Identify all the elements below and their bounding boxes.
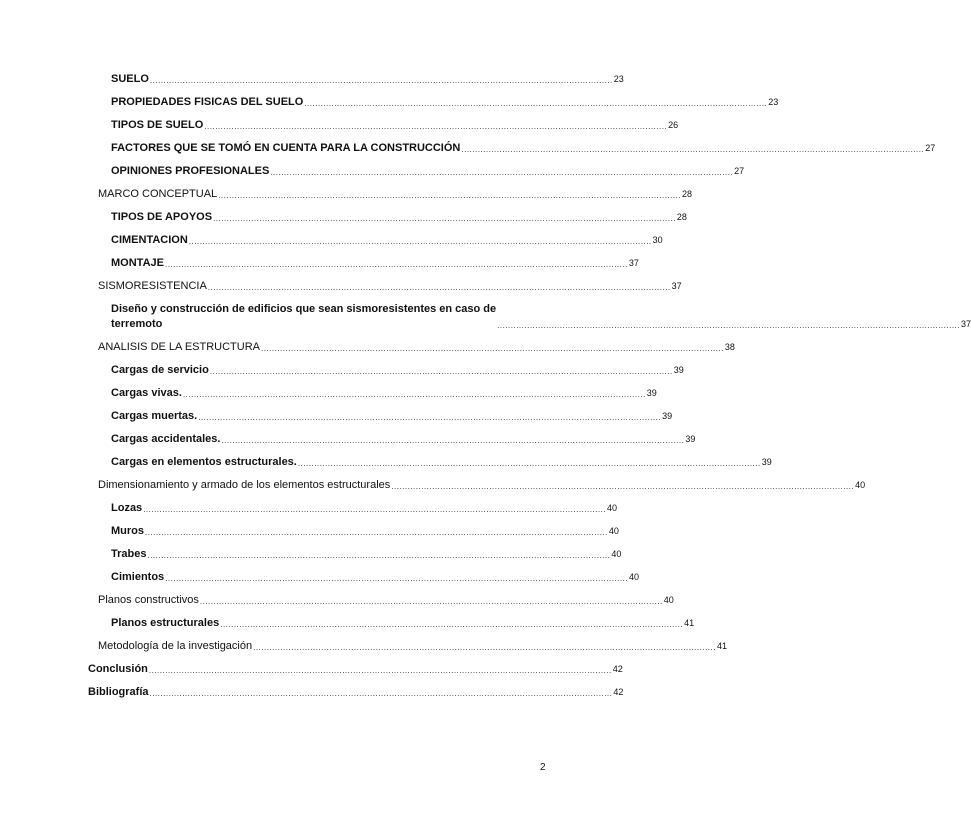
leader-dots: .......................................................................................................................................................................... xyxy=(304,99,768,108)
toc-entry-label: Metodología de la investigación xyxy=(98,640,253,652)
leader-dots: .......................................................................................................................................................................... xyxy=(149,76,613,85)
toc-entry-page: 40 xyxy=(629,572,640,582)
toc-entry-page: 27 xyxy=(925,143,936,153)
toc-entry-page: 41 xyxy=(684,618,695,628)
leader-dots: .......................................................................................................................................................................... xyxy=(182,390,646,399)
toc-entry[interactable] xyxy=(88,640,727,653)
toc-entry-label: TIPOS DE APOYOS xyxy=(111,211,213,223)
toc-entry-page: 41 xyxy=(716,641,727,651)
leader-dots: .......................................................................................................................................................................... xyxy=(204,122,668,131)
toc-entry[interactable] xyxy=(88,571,640,584)
toc-entry-page: 42 xyxy=(613,687,624,697)
leader-dots: .......................................................................................................................................................................... xyxy=(461,145,925,154)
toc-entry[interactable] xyxy=(88,119,679,132)
toc-entry[interactable] xyxy=(88,257,639,270)
toc-entry-page: 30 xyxy=(652,235,663,245)
toc-entry[interactable] xyxy=(88,142,936,155)
toc-entry-label: Dimensionamiento y armado de los elementos estructurales xyxy=(98,479,391,491)
toc-entry-label: MONTAJE xyxy=(111,257,164,269)
toc-entry[interactable] xyxy=(88,594,674,607)
toc-entry[interactable] xyxy=(88,364,684,377)
toc-entry-page: 39 xyxy=(662,411,673,421)
toc-entry[interactable] xyxy=(88,211,687,224)
toc-entry-page: 37 xyxy=(628,258,639,268)
leader-dots: .......................................................................................................................................................................... xyxy=(199,597,663,606)
toc-entry-label: Cargas en elementos estructurales. xyxy=(111,456,297,468)
toc-entry[interactable] xyxy=(88,387,657,400)
toc-entry-page: 26 xyxy=(668,120,679,130)
toc-entry-label: FACTORES QUE SE TOMÓ EN CUENTA PARA LA CONSTRUCCIÓN xyxy=(111,142,461,154)
leader-dots: .......................................................................................................................................................................... xyxy=(147,551,611,560)
toc-entry-label-line2: terremoto xyxy=(111,318,163,330)
toc-entry-label: Planos estructurales xyxy=(111,617,220,629)
toc-entry-page: 39 xyxy=(761,457,772,467)
leader-dots: .......................................................................................................................................................................... xyxy=(209,367,673,376)
toc-entry[interactable] xyxy=(88,663,623,676)
toc-entry-page: 39 xyxy=(685,434,696,444)
toc-entry-page: 39 xyxy=(673,365,684,375)
toc-entry[interactable] xyxy=(88,96,779,109)
toc-entry[interactable] xyxy=(88,479,866,492)
toc-entry-label: OPINIONES PROFESIONALES xyxy=(111,165,270,177)
toc-entry-page: 38 xyxy=(724,342,735,352)
toc-entry-label: Planos constructivos xyxy=(98,594,199,606)
toc-entry[interactable] xyxy=(88,525,619,538)
toc-entry-page: 39 xyxy=(646,388,657,398)
leader-dots: .......................................................................................................................................................................... xyxy=(145,528,608,537)
toc-entry-label: Trabes xyxy=(111,548,147,560)
toc-entry[interactable] xyxy=(88,188,693,201)
toc-entry[interactable] xyxy=(88,456,772,469)
leader-dots: .......................................................................................................................................................................... xyxy=(253,643,716,652)
toc-entry-page: 27 xyxy=(734,166,745,176)
toc-entry-label: CIMENTACION xyxy=(111,234,188,246)
toc-entry-page: 37 xyxy=(671,281,682,291)
toc-entry[interactable] xyxy=(88,502,618,515)
toc-entry-page: 28 xyxy=(682,189,693,199)
page-number: 2 xyxy=(540,762,546,773)
leader-dots: .......................................................................................................................................................................... xyxy=(213,214,676,223)
toc-entry-label: Lozas xyxy=(111,502,143,514)
toc-entry[interactable] xyxy=(88,73,624,86)
leader-dots: .......................................................................................................................................................................... xyxy=(207,283,671,292)
toc-entry-label: Cargas accidentales. xyxy=(111,433,221,445)
toc-entry-label: Cimientos xyxy=(111,571,165,583)
toc-entry[interactable] xyxy=(88,341,735,354)
toc-entry[interactable] xyxy=(88,280,682,293)
toc-entry-page: 28 xyxy=(676,212,687,222)
toc-entry-page: 40 xyxy=(608,526,619,536)
toc-entry-label-wrap xyxy=(111,303,496,331)
toc-entry[interactable] xyxy=(88,686,624,699)
toc-entry[interactable] xyxy=(88,165,745,178)
toc-entry[interactable] xyxy=(88,433,696,446)
leader-dots: .......................................................................................................................................................................... xyxy=(391,482,855,491)
leader-dots: .......................................................................................................................................................................... xyxy=(149,689,613,698)
leader-dots: .......................................................................................................................................................................... xyxy=(198,413,662,422)
toc-entry-label: Cargas de servicio xyxy=(111,364,209,376)
toc-entry-page: 42 xyxy=(612,664,623,674)
toc-entry-page: 23 xyxy=(613,74,624,84)
toc-entry-label: MARCO CONCEPTUAL xyxy=(98,188,218,200)
table-of-contents xyxy=(88,70,971,699)
leader-dots: .......................................................................................................................................................................... xyxy=(148,666,612,675)
toc-entry-page: 40 xyxy=(663,595,674,605)
toc-entry[interactable] xyxy=(88,548,622,561)
toc-entry-page: 40 xyxy=(607,503,618,513)
toc-entry-page: 23 xyxy=(768,97,779,107)
leader-dots: .......................................................................................................................................................................... xyxy=(270,168,734,177)
toc-entry[interactable] xyxy=(88,410,673,423)
toc-entry-label: TIPOS DE SUELO xyxy=(111,119,204,131)
leader-dots: .......................................................................................................................................................................... xyxy=(165,574,629,583)
leader-dots: .......................................................................................................................................................................... xyxy=(218,191,682,200)
toc-entry-label: Muros xyxy=(111,525,144,537)
toc-entry-label: Conclusión xyxy=(88,663,148,675)
leader-dots: .......................................................................................................................................................................... xyxy=(261,344,724,353)
toc-entry-label: SISMORESISTENCIA xyxy=(98,280,207,292)
toc-entry-page: 40 xyxy=(611,549,622,559)
toc-entry-label-line1: Diseño y construcción de edificios que sean sismoresistentes en caso de xyxy=(111,303,497,315)
toc-entry-label: ANALISIS DE LA ESTRUCTURA xyxy=(98,341,260,353)
leader-dots: .......................................................................................................................................................................... xyxy=(220,620,684,629)
leader-dots: .......................................................................................................................................................................... xyxy=(143,505,607,514)
toc-entry-label: PROPIEDADES FISICAS DEL SUELO xyxy=(111,96,304,108)
toc-entry-label: Cargas vivas. xyxy=(111,387,182,399)
leader-dots: .......................................................................................................................................................................... xyxy=(164,260,628,269)
toc-entry-label: SUELO xyxy=(111,73,149,85)
leader-dots: .......................................................................................................................................................................... xyxy=(497,321,960,330)
toc-entry-page: 40 xyxy=(855,480,866,490)
toc-entry-page: 37 xyxy=(961,319,971,329)
toc-entry-label: Cargas muertas. xyxy=(111,410,198,422)
toc-entry[interactable] xyxy=(88,617,695,630)
leader-dots: .......................................................................................................................................................................... xyxy=(221,436,685,445)
toc-entry[interactable] xyxy=(88,303,971,331)
toc-entry[interactable] xyxy=(88,234,663,247)
toc-entry-label: Bibliografía xyxy=(88,686,149,698)
leader-dots: .......................................................................................................................................................................... xyxy=(188,237,652,246)
leader-dots: .......................................................................................................................................................................... xyxy=(297,459,761,468)
